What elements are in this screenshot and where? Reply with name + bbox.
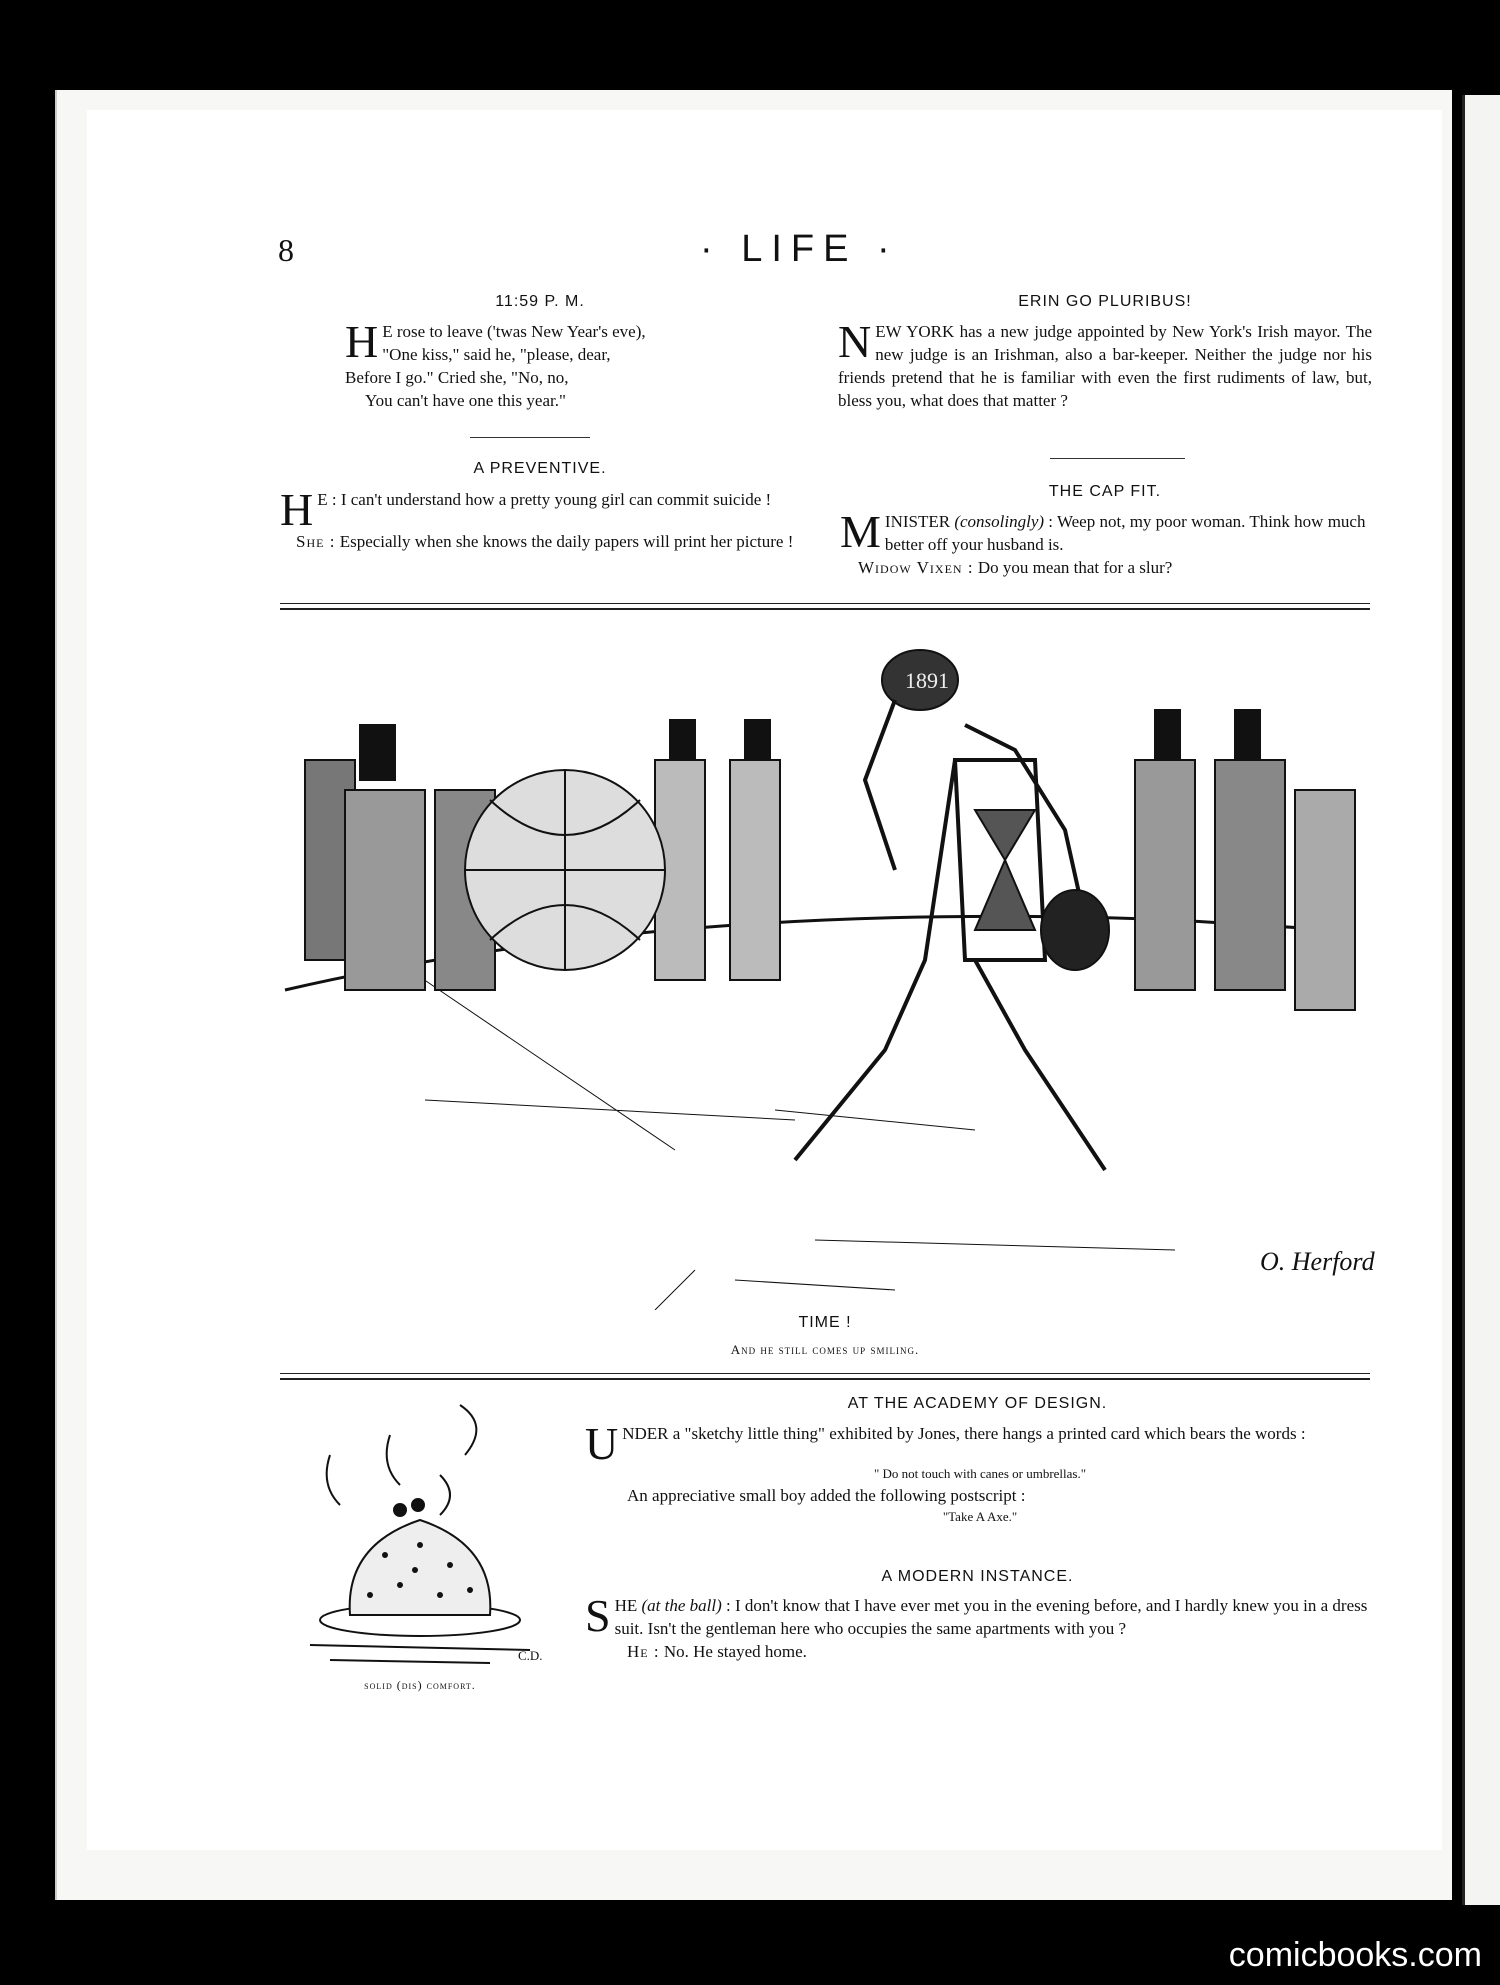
modern-he: No. He stayed home. xyxy=(663,1642,807,1661)
academy-quote-2: "Take A Axe." xyxy=(942,1509,1018,1524)
poem-line: You can't have one this year." xyxy=(365,391,566,410)
drop-cap: N xyxy=(838,316,872,367)
double-rule-bottom xyxy=(280,1373,1370,1380)
modern-body-1: HE xyxy=(614,1596,638,1615)
bag-label: 1891 xyxy=(905,668,949,693)
erin-text xyxy=(838,316,1372,412)
illustration-time xyxy=(275,630,1385,1310)
illustration-title: TIME ! xyxy=(798,1314,852,1331)
cap-text xyxy=(840,506,1372,579)
poem-line: "One kiss," said he, "please, dear, xyxy=(382,345,611,364)
poem-line: E rose to leave ('twas New Year's eve), xyxy=(382,322,646,341)
drop-cap: M xyxy=(840,506,881,557)
academy-text xyxy=(585,1418,1375,1527)
preventive-title: A PREVENTIVE. xyxy=(473,460,607,477)
cap-widow: Do you mean that for a slur? xyxy=(977,558,1173,577)
cap-body-2: : Weep not, my poor woman. Think how much better off your husband is. xyxy=(884,512,1366,554)
speaker-label: She : xyxy=(296,532,336,551)
pudding-illustration xyxy=(290,1395,550,1685)
drop-cap: H xyxy=(280,484,314,535)
erin-title: ERIN GO PLURIBUS! xyxy=(1018,293,1192,310)
modern-text xyxy=(585,1590,1375,1663)
cap-body-1: INISTER xyxy=(884,512,951,531)
watermark-logo: comicbooks.com xyxy=(1228,1936,1482,1974)
speaker-label: He : xyxy=(627,1642,660,1661)
pudding-caption: solid (dis) comfort. xyxy=(364,1678,476,1692)
academy-body: NDER a "sketchy little thing" exhibited by Jones, there hangs a printed card which bears the words : xyxy=(622,1424,1306,1443)
drop-cap: S xyxy=(585,1590,611,1641)
academy-line-2: An appreciative small boy added the following postscript : xyxy=(627,1486,1026,1505)
preventive-she: Especially when she knows the daily papers will print her picture ! xyxy=(339,532,794,551)
drop-cap: U xyxy=(585,1418,619,1469)
divider xyxy=(1050,458,1185,459)
drop-cap: H xyxy=(345,316,379,367)
divider xyxy=(470,437,590,438)
preventive-he: E : I can't understand how a pretty young girl can commit suicide ! xyxy=(317,490,772,509)
poem-line: Before I go." Cried she, "No, no, xyxy=(345,368,569,387)
pudding-initials: C.D. xyxy=(518,1648,543,1663)
modern-body-italic: (at the ball) xyxy=(641,1596,722,1615)
cap-body-italic: (consolingly) xyxy=(954,512,1045,531)
cap-title: THE CAP FIT. xyxy=(1048,483,1162,500)
academy-title: AT THE ACADEMY OF DESIGN. xyxy=(847,1395,1108,1412)
modern-title: A MODERN INSTANCE. xyxy=(881,1568,1074,1585)
speaker-label: Widow Vixen : xyxy=(858,558,974,577)
modern-body-2: : I don't know that I have ever met you in the evening before, and I hardly knew you in a dress suit. Isn't the gentleman here who occupies the same apartments with you ? xyxy=(614,1596,1368,1638)
masthead: · LIFE · xyxy=(700,228,899,270)
preventive-text xyxy=(280,484,810,553)
double-rule-top xyxy=(280,603,1370,610)
page-number: 8 xyxy=(278,232,294,268)
erin-body: EW YORK has a new judge appointed by New York's Irish mayor. The new judge is an Irishman, also a bar-keeper. Neither the judge nor his friends pretend that he is familiar with even the first rudiments of law, but, bless you, what does that matter ? xyxy=(838,322,1372,410)
poem-title: 11:59 P. M. xyxy=(495,293,585,310)
artist-signature: O. Herford xyxy=(1260,1247,1375,1276)
poem xyxy=(345,316,745,412)
academy-quote-1: " Do not touch with canes or umbrellas." xyxy=(873,1466,1087,1481)
illustration-subtitle: And he still comes up smiling. xyxy=(730,1342,920,1357)
next-page-edge xyxy=(1462,95,1500,1905)
